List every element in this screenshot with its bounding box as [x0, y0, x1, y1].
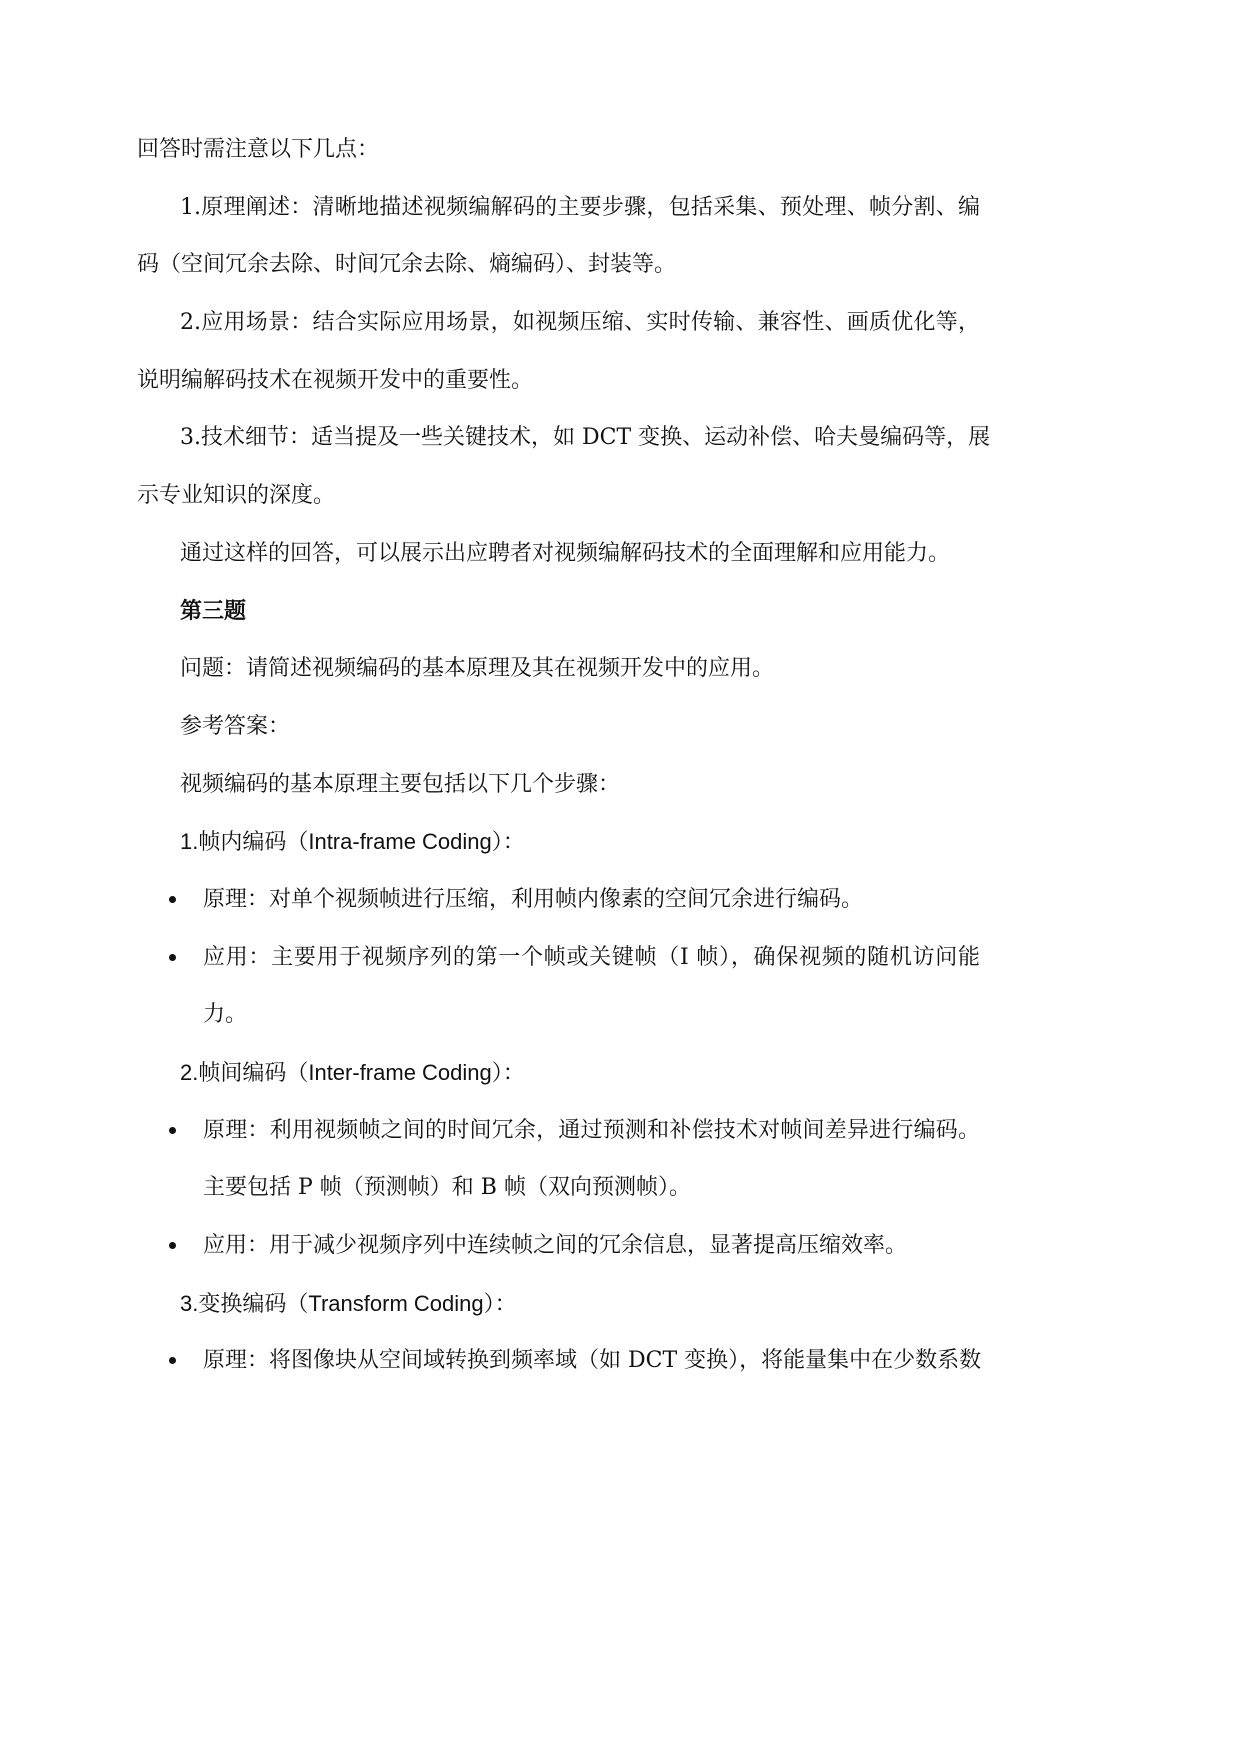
- summary-line: [0, 525, 1241, 583]
- step-2-bullet-1-text-cont: 主要包括 P 帧（预测帧）和 B 帧（双向预测帧）。: [203, 1175, 691, 1201]
- point-3-line-2: [0, 467, 1241, 525]
- question-text: 问题：请简述视频编码的基本原理及其在视频开发中的应用。: [180, 656, 775, 682]
- step-3-heading-line: [0, 1275, 1241, 1333]
- bullet-icon: [169, 1127, 176, 1134]
- bullet-icon: [169, 954, 176, 961]
- point-1-text: 1.原理阐述：清晰地描述视频编解码的主要步骤，包括采集、预处理、帧分割、编: [180, 194, 980, 220]
- point-3-line-1: [0, 409, 1241, 467]
- answer-label-line: [0, 698, 1241, 756]
- point-2-line-2: [0, 352, 1241, 410]
- step-2-heading-line: [0, 1044, 1241, 1102]
- section-title-line: [0, 583, 1241, 641]
- summary-paragraph: 通过这样的回答，可以展示出应聘者对视频编解码技术的全面理解和应用能力。: [180, 540, 951, 566]
- step-2-bullet-1-text: 原理：利用视频帧之间的时间冗余，通过预测和补偿技术对帧间差异进行编码。: [203, 1117, 980, 1143]
- point-3-text: 3.技术细节：适当提及一些关键技术，如 DCT 变换、运动补偿、哈夫曼编码等，展: [180, 425, 991, 451]
- answer-intro-line: [0, 756, 1241, 814]
- step-1-heading: 1.帧内编码（Intra-frame Coding）：: [180, 829, 525, 855]
- question-line: [0, 640, 1241, 698]
- bullet-icon: [169, 1357, 176, 1364]
- step-2-bullet-2: [0, 1217, 1241, 1275]
- step-2-bullet-2-text: 应用：用于减少视频序列中连续帧之间的冗余信息，显著提高压缩效率。: [203, 1233, 908, 1259]
- step-2-bullet-1-cont: [0, 1159, 1241, 1217]
- answer-label: 参考答案：: [180, 713, 291, 739]
- intro-note-line: [0, 121, 1241, 179]
- answer-intro: 视频编码的基本原理主要包括以下几个步骤：: [180, 771, 621, 797]
- point-1-line-1: [0, 179, 1241, 237]
- step-1-bullet-2-text-cont: 力。: [203, 1002, 248, 1028]
- step-1-bullet-1: [0, 871, 1241, 929]
- point-2-line-1: [0, 294, 1241, 352]
- step-1-bullet-2-text: 应用：主要用于视频序列的第一个帧或关键帧（I 帧），确保视频的随机访问能: [203, 944, 980, 970]
- document-body: [0, 121, 1241, 1390]
- bullet-icon: [169, 1242, 176, 1249]
- point-1-text-cont: 码（空间冗余去除、时间冗余去除、熵编码）、封装等。: [137, 252, 677, 278]
- step-1-bullet-2-cont: [0, 986, 1241, 1044]
- step-1-bullet-1-text: 原理：对单个视频帧进行压缩，利用帧内像素的空间冗余进行编码。: [203, 886, 864, 912]
- step-3-bullet-1-text: 原理：将图像块从空间域转换到频率域（如 DCT 变换），将能量集中在少数系数: [203, 1348, 982, 1374]
- step-1-bullet-2: [0, 929, 1241, 987]
- intro-note: 回答时需注意以下几点：: [137, 137, 380, 162]
- step-2-bullet-1: [0, 1102, 1241, 1160]
- step-3-bullet-1: [0, 1332, 1241, 1390]
- bullet-icon: [169, 896, 176, 903]
- step-2-heading: 2.帧间编码（Inter-frame Coding）：: [180, 1060, 525, 1085]
- point-2-text-cont: 说明编解码技术在视频开发中的重要性。: [137, 367, 534, 393]
- step-3-heading: 3.变换编码（Transform Coding）：: [180, 1290, 517, 1316]
- section-title: 第三题: [180, 597, 247, 624]
- step-1-heading-line: [0, 813, 1241, 871]
- point-1-line-2: [0, 236, 1241, 294]
- point-2-text: 2.应用场景：结合实际应用场景，如视频压缩、实时传输、兼容性、画质优化等，: [180, 310, 980, 336]
- point-3-text-cont: 示专业知识的深度。: [137, 483, 336, 509]
